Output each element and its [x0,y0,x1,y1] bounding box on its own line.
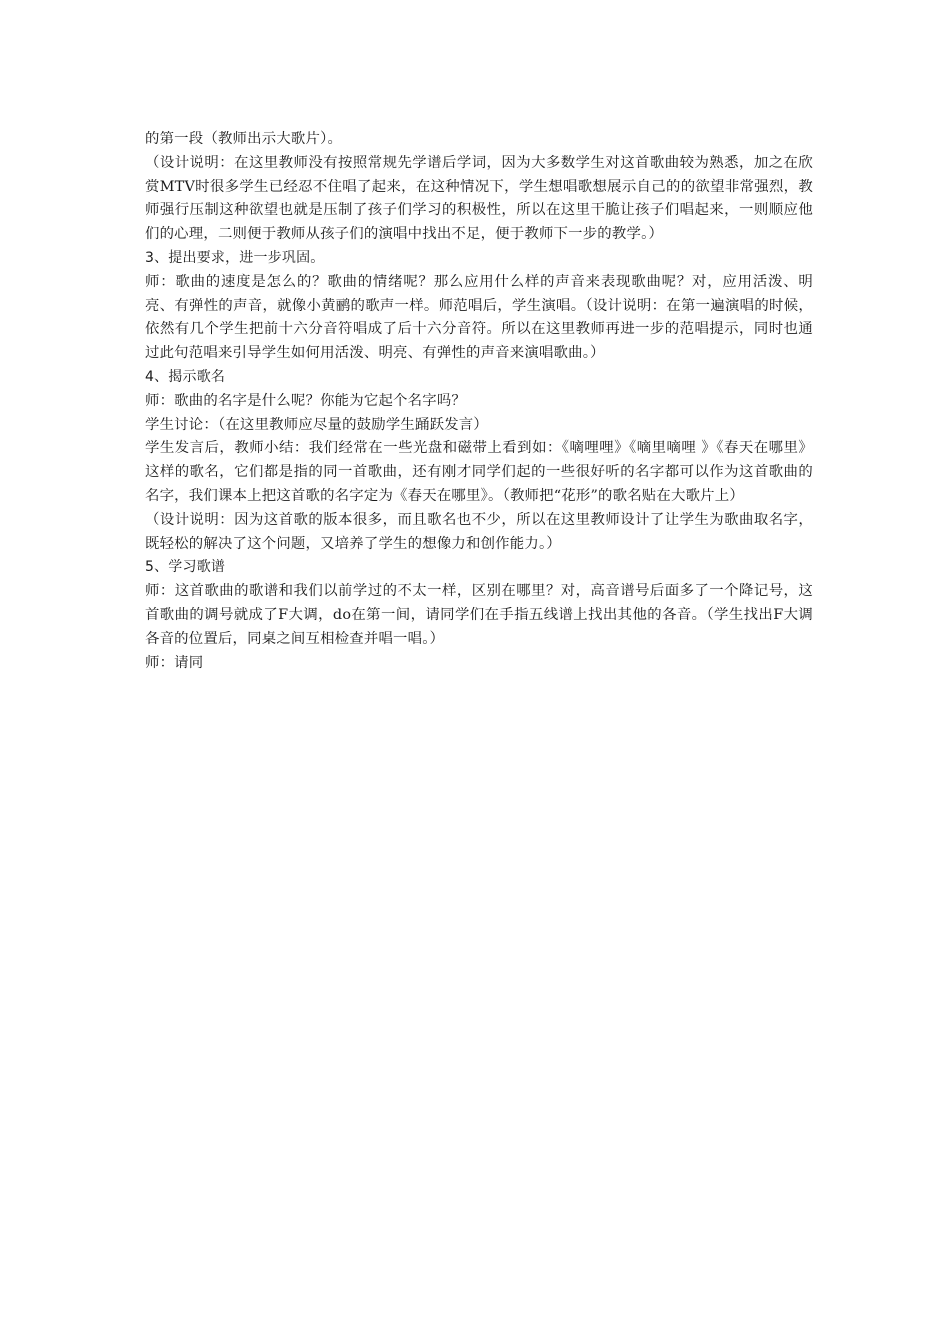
paragraph: 学生发言后，教师小结：我们经常在一些光盘和磁带上看到如：《嘀哩哩》《嘀里嘀哩 》《春天在哪里》这样的歌名，它们都是指的同一首歌曲，还有刚才同学们起的一些很好听的名字都可以作为这首歌曲的名字，我们课本上把这首歌的名字定为《春天在哪里》。（教师把“花形”的歌名贴在大歌片上） [145,440,813,504]
document-body [145,128,813,675]
section-heading-5: 5、学习歌谱 [145,559,226,576]
paragraph: 的第一段（教师出示大歌片）。 [145,131,343,147]
paragraph: 学生讨论：（在这里教师应尽量的鼓励学生踊跃发言） [145,416,488,433]
paragraph: 师：请同 [145,654,204,671]
paragraph: 师：歌曲的名字是什么呢？你能为它起个名字吗？ [145,392,466,409]
design-note-paragraph: （设计说明：在这里教师没有按照常规先学谱后学词，因为大多数学生对这首歌曲较为熟悉，加之在欣赏MTV时很多学生已经忍不住唱了起来，在这种情况下，学生想唱歌想展示自己的的欲望非常强烈，教师强行压制这种欲望也就是压制了孩子们学习的积极性，所以在这里干脆让孩子们唱起来，一则顺应他们的心理，二则便于教师从孩子们的演唱中找出不足，便于教师下一步的教学。） [145,154,813,243]
paragraph: 师：歌曲的速度是怎么的？歌曲的情绪呢？那么应用什么样的声音来表现歌曲呢？对，应用活泼、明亮、有弹性的声音，就像小黄鹂的歌声一样。师范唱后，学生演唱。（设计说明：在第一遍演唱的时候，依然有几个学生把前十六分音符唱成了后十六分音符。所以在这里教师再进一步的范唱提示，同时也通过此句范唱来引导学生如何用活泼、明亮、有弹性的声音来演唱歌曲。） [145,273,813,362]
section-heading-4: 4、揭示歌名 [145,368,226,385]
design-note-paragraph: （设计说明：因为这首歌的版本很多，而且歌名也不少，所以在这里教师设计了让学生为歌曲取名字，既轻松的解决了这个问题，又培养了学生的想像力和创作能力。） [145,511,813,552]
section-heading-3: 3、提出要求，进一步巩固。 [145,249,325,266]
paragraph: 师：这首歌曲的歌谱和我们以前学过的不太一样，区别在哪里？对，高音谱号后面多了一个降记号，这首歌曲的调号就成了F大调，do在第一间，请同学们在手指五线谱上找出其他的各音。（学生找出F大调各音的位置后，同桌之间互相检查并唱一唱。） [145,583,813,647]
